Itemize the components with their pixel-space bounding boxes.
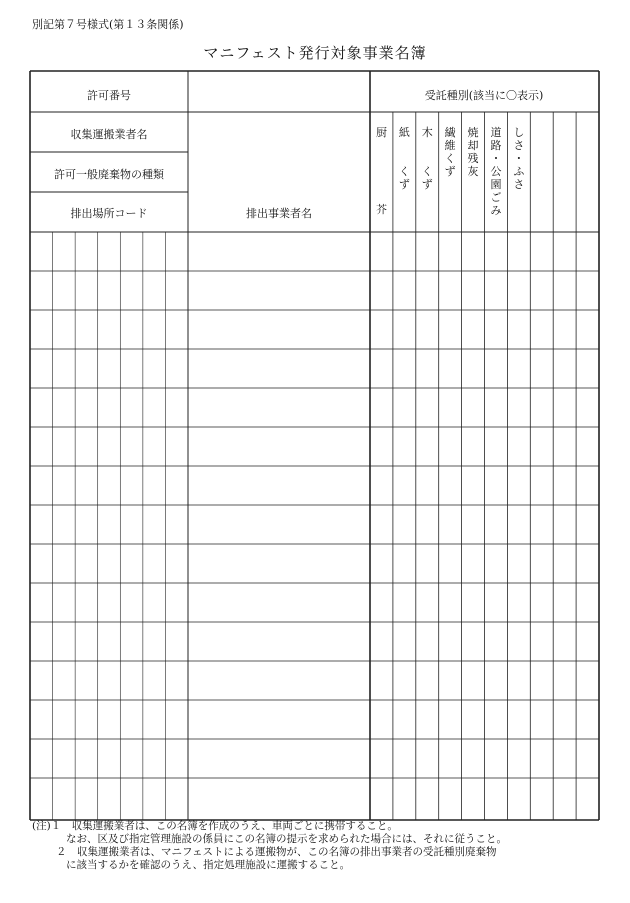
category-check-cell[interactable]: [508, 311, 529, 348]
category-check-cell[interactable]: [554, 701, 575, 738]
note-2-continued: に該当するかを確認のうえ、指定処理施設に運搬すること。: [66, 859, 351, 871]
category-check-cell[interactable]: [371, 545, 392, 582]
site-code-field[interactable]: [31, 350, 187, 387]
category-check-cell[interactable]: [417, 389, 438, 426]
category-check-cell[interactable]: [371, 233, 392, 270]
category-check-cell[interactable]: [577, 740, 598, 777]
category-header-6-top: 道: [490, 126, 502, 139]
category-check-cell[interactable]: [463, 311, 484, 348]
category-check-cell[interactable]: [486, 467, 507, 504]
category-check-cell[interactable]: [531, 311, 552, 348]
category-check-cell[interactable]: [554, 506, 575, 543]
site-code-field[interactable]: [31, 389, 187, 426]
category-check-cell[interactable]: [417, 662, 438, 699]
category-check-cell[interactable]: [394, 350, 415, 387]
emitter-name-field[interactable]: [189, 350, 369, 387]
category-check-cell[interactable]: [440, 428, 461, 465]
category-check-cell[interactable]: [508, 701, 529, 738]
category-check-cell[interactable]: [417, 584, 438, 621]
emitter-name-field[interactable]: [189, 584, 369, 621]
category-check-cell[interactable]: [417, 311, 438, 348]
category-check-cell[interactable]: [463, 662, 484, 699]
notes: [32, 820, 507, 872]
consign-type-label: 受託種別(該当に〇表示): [424, 89, 544, 102]
category-check-cell[interactable]: [440, 623, 461, 660]
category-check-cell[interactable]: [508, 740, 529, 777]
collector-name-label: 収集運搬業者名: [70, 128, 148, 141]
category-check-cell[interactable]: [440, 311, 461, 348]
category-check-cell[interactable]: [463, 233, 484, 270]
category-check-cell[interactable]: [486, 428, 507, 465]
category-check-cell[interactable]: [486, 506, 507, 543]
category-check-cell[interactable]: [417, 233, 438, 270]
category-check-cell[interactable]: [440, 584, 461, 621]
category-check-cell[interactable]: [508, 467, 529, 504]
category-check-cell[interactable]: [394, 545, 415, 582]
category-check-cell[interactable]: [371, 779, 392, 816]
category-check-cell[interactable]: [554, 389, 575, 426]
category-check-cell[interactable]: [394, 311, 415, 348]
site-code-field[interactable]: [31, 467, 187, 504]
category-check-cell[interactable]: [394, 233, 415, 270]
category-check-cell[interactable]: [463, 272, 484, 309]
category-check-cell[interactable]: [554, 428, 575, 465]
category-check-cell[interactable]: [394, 506, 415, 543]
category-check-cell[interactable]: [463, 428, 484, 465]
category-check-cell[interactable]: [440, 740, 461, 777]
site-code-field[interactable]: [31, 272, 187, 309]
category-check-cell[interactable]: [486, 740, 507, 777]
category-check-cell[interactable]: [417, 623, 438, 660]
category-check-cell[interactable]: [531, 467, 552, 504]
category-check-cell[interactable]: [371, 584, 392, 621]
category-check-cell[interactable]: [554, 311, 575, 348]
category-header-4-bottom: 維 く ず: [444, 139, 456, 178]
category-check-cell[interactable]: [440, 779, 461, 816]
category-check-cell[interactable]: [486, 623, 507, 660]
category-check-cell[interactable]: [554, 623, 575, 660]
category-check-cell[interactable]: [554, 779, 575, 816]
category-check-cell[interactable]: [463, 740, 484, 777]
emitter-name-field[interactable]: [189, 428, 369, 465]
category-check-cell[interactable]: [508, 779, 529, 816]
category-check-cell[interactable]: [394, 662, 415, 699]
category-check-cell[interactable]: [554, 272, 575, 309]
category-check-cell[interactable]: [440, 350, 461, 387]
category-check-cell[interactable]: [508, 272, 529, 309]
category-check-cell[interactable]: [440, 701, 461, 738]
category-check-cell[interactable]: [417, 779, 438, 816]
category-check-cell[interactable]: [486, 350, 507, 387]
emitter-name-field[interactable]: [189, 311, 369, 348]
category-check-cell[interactable]: [371, 428, 392, 465]
emitter-name-field[interactable]: [189, 779, 369, 816]
category-check-cell[interactable]: [577, 467, 598, 504]
category-header-3-bottom: く ず: [421, 165, 433, 191]
waste-type-label: 許可一般廃棄物の種類: [54, 168, 164, 181]
category-check-cell[interactable]: [486, 311, 507, 348]
category-check-cell[interactable]: [417, 272, 438, 309]
category-check-cell[interactable]: [486, 272, 507, 309]
category-check-cell[interactable]: [463, 506, 484, 543]
category-check-cell[interactable]: [394, 467, 415, 504]
category-check-cell[interactable]: [440, 662, 461, 699]
site-code-field[interactable]: [31, 662, 187, 699]
category-check-cell[interactable]: [577, 389, 598, 426]
category-check-cell[interactable]: [440, 545, 461, 582]
category-check-cell[interactable]: [508, 389, 529, 426]
category-check-cell[interactable]: [463, 545, 484, 582]
category-check-cell[interactable]: [531, 545, 552, 582]
category-check-cell[interactable]: [531, 389, 552, 426]
category-check-cell[interactable]: [463, 584, 484, 621]
category-check-cell[interactable]: [371, 623, 392, 660]
category-header-5-bottom: 却 残 灰: [467, 139, 479, 178]
site-code-field[interactable]: [31, 545, 187, 582]
category-check-cell[interactable]: [440, 272, 461, 309]
category-check-cell[interactable]: [486, 779, 507, 816]
category-check-cell[interactable]: [531, 428, 552, 465]
category-check-cell[interactable]: [486, 545, 507, 582]
category-check-cell[interactable]: [440, 506, 461, 543]
category-check-cell[interactable]: [417, 740, 438, 777]
note-1: (注)１ 収集運搬業者は、この名簿を作成のうえ、車両ごとに携帯すること。: [32, 820, 398, 832]
category-check-cell[interactable]: [394, 740, 415, 777]
category-check-cell[interactable]: [463, 623, 484, 660]
category-header-4-top: 繊: [444, 126, 456, 139]
category-check-cell[interactable]: [508, 584, 529, 621]
category-check-cell[interactable]: [417, 545, 438, 582]
category-check-cell[interactable]: [394, 701, 415, 738]
category-check-cell[interactable]: [531, 272, 552, 309]
category-check-cell[interactable]: [417, 701, 438, 738]
emitter-name-field[interactable]: [189, 467, 369, 504]
category-check-cell[interactable]: [394, 779, 415, 816]
category-check-cell[interactable]: [577, 701, 598, 738]
emitter-name-field[interactable]: [189, 623, 369, 660]
site-code-label: 排出場所コード: [70, 207, 148, 220]
category-check-cell[interactable]: [371, 467, 392, 504]
category-check-cell[interactable]: [394, 584, 415, 621]
category-check-cell[interactable]: [371, 389, 392, 426]
category-check-cell[interactable]: [463, 701, 484, 738]
category-header-2-top: 紙: [398, 126, 410, 139]
category-check-cell[interactable]: [486, 233, 507, 270]
category-check-cell[interactable]: [486, 389, 507, 426]
category-check-cell[interactable]: [463, 779, 484, 816]
category-check-cell[interactable]: [371, 272, 392, 309]
category-check-cell[interactable]: [577, 428, 598, 465]
category-check-cell[interactable]: [394, 272, 415, 309]
category-check-cell[interactable]: [508, 623, 529, 660]
site-code-field[interactable]: [31, 701, 187, 738]
emitter-name-field[interactable]: [189, 545, 369, 582]
category-check-cell[interactable]: [577, 662, 598, 699]
page-title: マニフェスト発行対象事業名簿: [203, 44, 427, 62]
emitter-name-field[interactable]: [189, 272, 369, 309]
emitter-name-field[interactable]: [189, 740, 369, 777]
category-check-cell[interactable]: [440, 467, 461, 504]
category-check-cell[interactable]: [508, 662, 529, 699]
category-check-cell[interactable]: [440, 233, 461, 270]
category-check-cell[interactable]: [554, 662, 575, 699]
category-check-cell[interactable]: [577, 779, 598, 816]
category-header-2-bottom: く ず: [398, 165, 410, 191]
category-check-cell[interactable]: [417, 350, 438, 387]
emitter-name-field[interactable]: [189, 389, 369, 426]
site-code-field[interactable]: [31, 506, 187, 543]
category-check-cell[interactable]: [371, 350, 392, 387]
category-check-cell[interactable]: [531, 350, 552, 387]
category-check-cell[interactable]: [486, 701, 507, 738]
category-check-cell[interactable]: [417, 506, 438, 543]
category-check-cell[interactable]: [554, 467, 575, 504]
site-code-field[interactable]: [31, 740, 187, 777]
category-header-1-top: 厨: [375, 126, 387, 139]
emitter-name-field[interactable]: [189, 233, 369, 270]
note-1-continued: なお、区及び指定管理施設の係員にこの名簿の提示を求められた場合には、それに従うこと。: [66, 833, 507, 845]
site-code-field[interactable]: [31, 233, 187, 270]
site-code-field[interactable]: [31, 311, 187, 348]
category-check-cell[interactable]: [394, 428, 415, 465]
category-header-6-bottom: 路 ・ 公 園 ご み: [490, 139, 502, 217]
category-check-cell[interactable]: [554, 545, 575, 582]
form-reference: 別記第７号様式(第１３条関係): [32, 18, 184, 31]
category-check-cell[interactable]: [463, 389, 484, 426]
category-check-cell[interactable]: [531, 779, 552, 816]
category-check-cell[interactable]: [577, 233, 598, 270]
note-2: ２ 収集運搬業者は、マニフェストによる運搬物が、この名簿の排出事業者の受託種別廃棄物: [56, 846, 497, 858]
category-check-cell[interactable]: [577, 584, 598, 621]
category-check-cell[interactable]: [531, 506, 552, 543]
category-header-7-bottom: さ ・ ふ さ: [513, 139, 525, 191]
category-check-cell[interactable]: [554, 233, 575, 270]
category-check-cell[interactable]: [577, 506, 598, 543]
site-code-field[interactable]: [31, 428, 187, 465]
emitter-name-field[interactable]: [189, 662, 369, 699]
site-code-field[interactable]: [31, 584, 187, 621]
emitter-name-label: 排出事業者名: [246, 207, 312, 220]
site-code-field[interactable]: [31, 623, 187, 660]
category-check-cell[interactable]: [508, 233, 529, 270]
category-check-cell[interactable]: [463, 467, 484, 504]
category-check-cell[interactable]: [371, 311, 392, 348]
category-check-cell[interactable]: [577, 545, 598, 582]
category-header-1-bottom: 芥: [375, 203, 387, 216]
category-check-cell[interactable]: [531, 740, 552, 777]
category-check-cell[interactable]: [554, 584, 575, 621]
category-check-cell[interactable]: [577, 311, 598, 348]
category-check-cell[interactable]: [417, 467, 438, 504]
category-check-cell[interactable]: [508, 428, 529, 465]
category-check-cell[interactable]: [371, 701, 392, 738]
category-check-cell[interactable]: [486, 584, 507, 621]
category-check-cell[interactable]: [371, 662, 392, 699]
collector-name-field[interactable]: [190, 114, 368, 190]
category-check-cell[interactable]: [394, 389, 415, 426]
category-check-cell[interactable]: [440, 389, 461, 426]
category-check-cell[interactable]: [531, 623, 552, 660]
category-check-cell[interactable]: [577, 272, 598, 309]
emitter-name-field[interactable]: [189, 506, 369, 543]
category-check-cell[interactable]: [371, 740, 392, 777]
category-check-cell[interactable]: [508, 506, 529, 543]
category-check-cell[interactable]: [531, 584, 552, 621]
category-check-cell[interactable]: [371, 506, 392, 543]
category-check-cell[interactable]: [463, 350, 484, 387]
permit-number-label: 許可番号: [87, 89, 131, 102]
category-header-7-top: し: [513, 126, 525, 139]
category-header-5-top: 焼: [467, 126, 479, 139]
category-check-cell[interactable]: [508, 350, 529, 387]
category-check-cell[interactable]: [531, 701, 552, 738]
category-check-cell[interactable]: [486, 662, 507, 699]
category-check-cell[interactable]: [531, 662, 552, 699]
emitter-name-field[interactable]: [189, 701, 369, 738]
category-check-cell[interactable]: [417, 428, 438, 465]
category-header-3-top: 木: [421, 126, 433, 139]
category-check-cell[interactable]: [394, 623, 415, 660]
category-check-cell[interactable]: [577, 350, 598, 387]
site-code-field[interactable]: [31, 779, 187, 816]
category-check-cell[interactable]: [554, 350, 575, 387]
category-check-cell[interactable]: [531, 233, 552, 270]
category-check-cell[interactable]: [554, 740, 575, 777]
category-check-cell[interactable]: [508, 545, 529, 582]
permit-number-field[interactable]: [190, 73, 368, 110]
category-check-cell[interactable]: [577, 623, 598, 660]
